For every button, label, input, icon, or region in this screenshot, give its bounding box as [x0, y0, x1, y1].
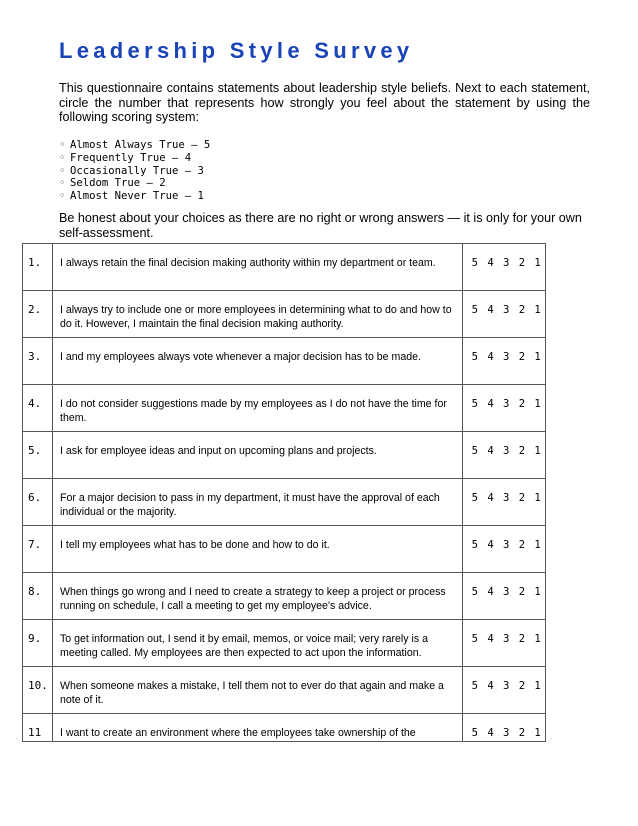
intro-paragraph: This questionnaire contains statements about leadership style beliefs. Next to each statement, circle the number that represents how strongly you feel about the statement by using the following scoring system:	[59, 81, 590, 125]
scale-item	[59, 190, 210, 203]
question-number: 4.	[23, 385, 53, 432]
score-option-2[interactable]: 2	[518, 586, 526, 598]
survey-title: Leadership Style Survey	[59, 38, 414, 63]
score-option-1[interactable]: 1	[534, 351, 541, 363]
score-options	[463, 714, 546, 742]
score-option-3[interactable]: 3	[503, 586, 510, 598]
question-row	[23, 244, 546, 291]
score-option-1[interactable]: 1	[534, 633, 541, 645]
scale-label: Occasionally True — 3	[70, 164, 204, 177]
score-option-1[interactable]: 1	[534, 680, 541, 692]
scoring-scale-list	[59, 139, 210, 203]
score-option-4[interactable]: 4	[487, 727, 494, 739]
question-row	[23, 526, 546, 573]
score-options	[463, 479, 546, 526]
question-statement: I do not consider suggestions made by my employees as I do not have the time for them.	[53, 385, 463, 432]
score-option-5[interactable]: 5	[471, 586, 479, 598]
scale-label: Almost Never True — 1	[70, 190, 204, 203]
score-option-2[interactable]: 2	[518, 680, 526, 692]
score-option-3[interactable]: 3	[503, 633, 510, 645]
score-option-3[interactable]: 3	[503, 727, 510, 739]
bullet-icon: ◦	[59, 164, 66, 177]
score-option-2[interactable]: 2	[518, 633, 526, 645]
score-options	[463, 432, 546, 479]
score-option-5[interactable]: 5	[471, 257, 479, 269]
question-statement: I ask for employee ideas and input on upcoming plans and projects.	[53, 432, 463, 479]
question-row	[23, 620, 546, 667]
score-option-4[interactable]: 4	[487, 492, 494, 504]
score-option-4[interactable]: 4	[487, 680, 494, 692]
question-number: 11	[23, 714, 53, 742]
score-option-3[interactable]: 3	[503, 445, 510, 457]
question-row	[23, 479, 546, 526]
score-options	[463, 244, 546, 291]
score-option-4[interactable]: 4	[487, 351, 494, 363]
question-statement: I always try to include one or more employees in determining what to do and how to do it. However, I maintain the final decision making authority.	[53, 291, 463, 338]
question-row	[23, 338, 546, 385]
question-statement: I and my employees always vote whenever a major decision has to be made.	[53, 338, 463, 385]
score-options	[463, 338, 546, 385]
question-number: 7.	[23, 526, 53, 573]
scale-label: Frequently True — 4	[70, 151, 192, 164]
score-option-1[interactable]: 1	[534, 586, 541, 598]
question-statement: I want to create an environment where the employees take ownership of the	[53, 714, 463, 742]
score-option-4[interactable]: 4	[487, 304, 494, 316]
score-option-2[interactable]: 2	[518, 304, 526, 316]
score-option-3[interactable]: 3	[503, 539, 510, 551]
score-option-5[interactable]: 5	[471, 398, 479, 410]
score-option-2[interactable]: 2	[518, 492, 526, 504]
bullet-icon: ◦	[59, 151, 66, 164]
question-number: 3.	[23, 338, 53, 385]
score-option-3[interactable]: 3	[503, 351, 510, 363]
score-option-5[interactable]: 5	[471, 492, 479, 504]
score-option-5[interactable]: 5	[471, 539, 479, 551]
scale-item	[59, 152, 210, 165]
score-option-1[interactable]: 1	[534, 492, 541, 504]
score-option-2[interactable]: 2	[518, 445, 526, 457]
score-option-4[interactable]: 4	[487, 398, 494, 410]
score-option-5[interactable]: 5	[471, 351, 479, 363]
question-number: 9.	[23, 620, 53, 667]
score-option-5[interactable]: 5	[471, 445, 479, 457]
score-option-3[interactable]: 3	[503, 680, 510, 692]
score-option-5[interactable]: 5	[471, 633, 479, 645]
bullet-icon: ◦	[59, 190, 66, 203]
bullet-icon: ◦	[59, 139, 66, 151]
score-options	[463, 526, 546, 573]
scale-item	[59, 177, 210, 190]
score-option-1[interactable]: 1	[534, 445, 541, 457]
scale-item	[59, 165, 210, 178]
scale-item	[59, 139, 210, 152]
score-option-2[interactable]: 2	[518, 727, 526, 739]
question-number: 5.	[23, 432, 53, 479]
question-number: 2.	[23, 291, 53, 338]
bullet-icon: ◦	[59, 177, 66, 190]
question-statement: I always retain the final decision making authority within my department or team.	[53, 244, 463, 291]
question-row	[23, 714, 546, 742]
question-number: 6.	[23, 479, 53, 526]
honesty-note: Be honest about your choices as there are no right or wrong answers — it is only for your own self-assessment.	[59, 211, 582, 240]
score-option-1[interactable]: 1	[534, 398, 541, 410]
score-option-1[interactable]: 1	[534, 539, 541, 551]
question-number: 1.	[23, 244, 53, 291]
question-row	[23, 573, 546, 620]
question-number: 8.	[23, 573, 53, 620]
score-options	[463, 291, 546, 338]
question-statement: To get information out, I send it by email, memos, or voice mail; very rarely is a meeting called. My employees are then expected to act upon the information.	[53, 620, 463, 667]
scale-label: Seldom True — 2	[70, 177, 166, 190]
score-options	[463, 573, 546, 620]
question-statement: When things go wrong and I need to create a strategy to keep a project or process running on schedule, I call a meeting to get my employee's advice.	[53, 573, 463, 620]
score-option-2[interactable]: 2	[518, 539, 526, 551]
score-option-3[interactable]: 3	[503, 398, 510, 410]
score-option-2[interactable]: 2	[518, 351, 526, 363]
question-row	[23, 432, 546, 479]
score-option-1[interactable]: 1	[534, 727, 541, 739]
question-statement: When someone makes a mistake, I tell them not to ever do that again and make a note of it.	[53, 667, 463, 714]
question-number: 10.	[23, 667, 53, 714]
question-statement: I tell my employees what has to be done and how to do it.	[53, 526, 463, 573]
question-row	[23, 667, 546, 714]
score-option-5[interactable]: 5	[471, 680, 479, 692]
survey-table	[22, 243, 546, 742]
question-row	[23, 291, 546, 338]
score-option-4[interactable]: 4	[487, 257, 494, 269]
score-option-4[interactable]: 4	[487, 633, 494, 645]
score-option-4[interactable]: 4	[487, 586, 494, 598]
score-option-3[interactable]: 3	[503, 304, 510, 316]
score-options	[463, 385, 546, 432]
score-option-1[interactable]: 1	[534, 257, 541, 269]
score-option-3[interactable]: 3	[503, 492, 510, 504]
score-option-5[interactable]: 5	[471, 727, 479, 739]
score-options	[463, 667, 546, 714]
scale-label: Almost Always True — 5	[70, 139, 211, 151]
score-option-5[interactable]: 5	[471, 304, 479, 316]
score-option-4[interactable]: 4	[487, 445, 494, 457]
score-option-1[interactable]: 1	[534, 304, 541, 316]
score-option-4[interactable]: 4	[487, 539, 494, 551]
question-statement: For a major decision to pass in my department, it must have the approval of each individual or the majority.	[53, 479, 463, 526]
score-options	[463, 620, 546, 667]
score-option-3[interactable]: 3	[503, 257, 510, 269]
score-option-2[interactable]: 2	[518, 398, 526, 410]
score-option-2[interactable]: 2	[518, 257, 526, 269]
question-row	[23, 385, 546, 432]
